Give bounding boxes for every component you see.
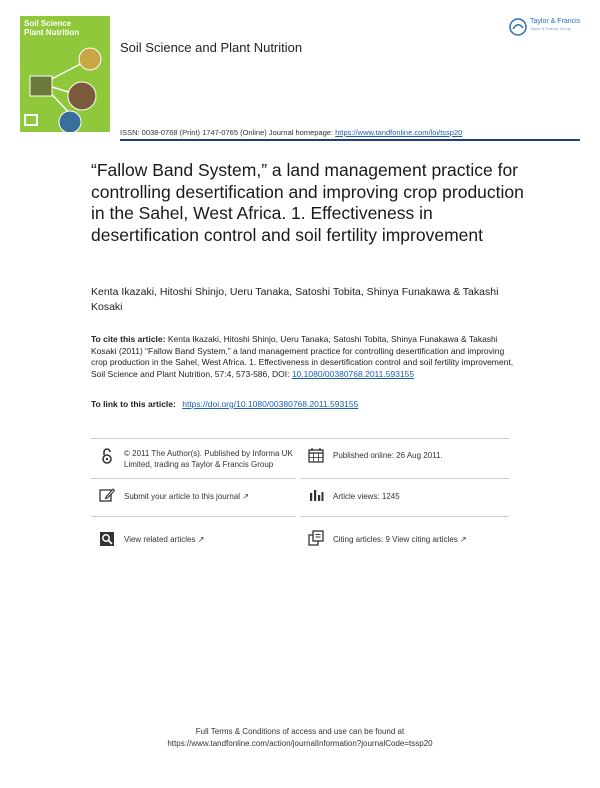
bar-chart-icon xyxy=(308,487,324,503)
publisher-logo-text xyxy=(530,18,580,31)
cite-text: Kenta Ikazaki, Hitoshi Shinjo, Ueru Tanaka, Satoshi Tobita, Shinya Funakawa & Takashi Kosaki (2011) “Fallow Band System,” a land management practice for controlling desertification and improving crop production in the Sahel, West Africa. 1. Effectiveness in desertification control and soil fertility improvement, Soil Science and Plant Nutrition, 57:4, 573-586, DOI: xyxy=(91,334,514,379)
divider-row2-right xyxy=(300,516,509,517)
publisher-name: Taylor & Francis xyxy=(530,18,581,25)
footer xyxy=(0,726,600,750)
license-text: © 2011 The Author(s). Published by Informa UK Limited, trading as Taylor & Francis Group xyxy=(124,449,293,469)
submit-article-link[interactable] xyxy=(124,492,249,503)
issn-line xyxy=(120,128,462,137)
cover-illustration xyxy=(20,44,110,132)
article-authors: Kenta Ikazaki, Hitoshi Shinjo, Ueru Tanaka, Satoshi Tobita, Shinya Funakawa & Takashi Kosaki xyxy=(91,286,499,313)
header-rule xyxy=(120,139,580,141)
related-articles-link[interactable] xyxy=(124,535,204,546)
footer-terms-url[interactable]: https://www.tandfonline.com/action/journalInformation?journalCode=tssp20 xyxy=(167,739,433,748)
citing-articles-icon xyxy=(308,530,324,546)
article-title: “Fallow Band System,” a land management practice for controlling desertification and improving crop production in the Sahel, West Africa. 1. Effectiveness in desertification control and soil fertility improvement xyxy=(91,160,524,245)
link-line xyxy=(91,399,358,409)
divider-row1-right xyxy=(300,478,509,479)
divider-top xyxy=(91,438,509,439)
cover-title: Soil Science Plant Nutrition xyxy=(24,19,80,37)
article-views: Article views: 1245 xyxy=(333,492,400,501)
footer-terms-text: Full Terms & Conditions of access and use can be found at xyxy=(195,727,405,736)
open-access-lock-icon xyxy=(99,448,115,464)
related-articles-icon xyxy=(99,531,115,547)
publisher-group: Taylor & Francis Group xyxy=(530,26,571,31)
external-link-icon: ↗ xyxy=(242,492,249,501)
related-articles-label: View related articles xyxy=(124,535,196,544)
journal-cover-image xyxy=(20,16,110,132)
calendar-icon xyxy=(308,447,324,463)
external-link-icon: ↗ xyxy=(460,535,467,544)
issn-text: ISSN: 0038-0768 (Print) 1747-0765 (Online) Journal homepage: xyxy=(120,128,334,137)
link-label: To link to this article: xyxy=(91,399,176,409)
external-link-icon: ↗ xyxy=(197,535,205,544)
divider-row1-left xyxy=(91,478,296,479)
citing-articles-link[interactable] xyxy=(333,535,467,546)
divider-row2-left xyxy=(91,516,296,517)
citation-block xyxy=(91,334,521,380)
article-doi-url[interactable]: https://doi.org/10.1080/00380768.2011.593155 xyxy=(182,399,359,409)
citing-articles-label: Citing articles: 9 View citing articles xyxy=(333,535,458,544)
cite-label: To cite this article: xyxy=(91,334,166,344)
doi-link[interactable]: 10.1080/00380768.2011.593155 xyxy=(291,368,415,379)
submit-edit-icon xyxy=(99,487,115,503)
published-date: Published online: 26 Aug 2011. xyxy=(333,451,443,460)
submit-article-label: Submit your article to this journal xyxy=(124,492,241,501)
journal-homepage-link[interactable]: https://www.tandfonline.com/loi/tssp20 xyxy=(335,128,463,137)
journal-name: Soil Science and Plant Nutrition xyxy=(120,40,303,55)
